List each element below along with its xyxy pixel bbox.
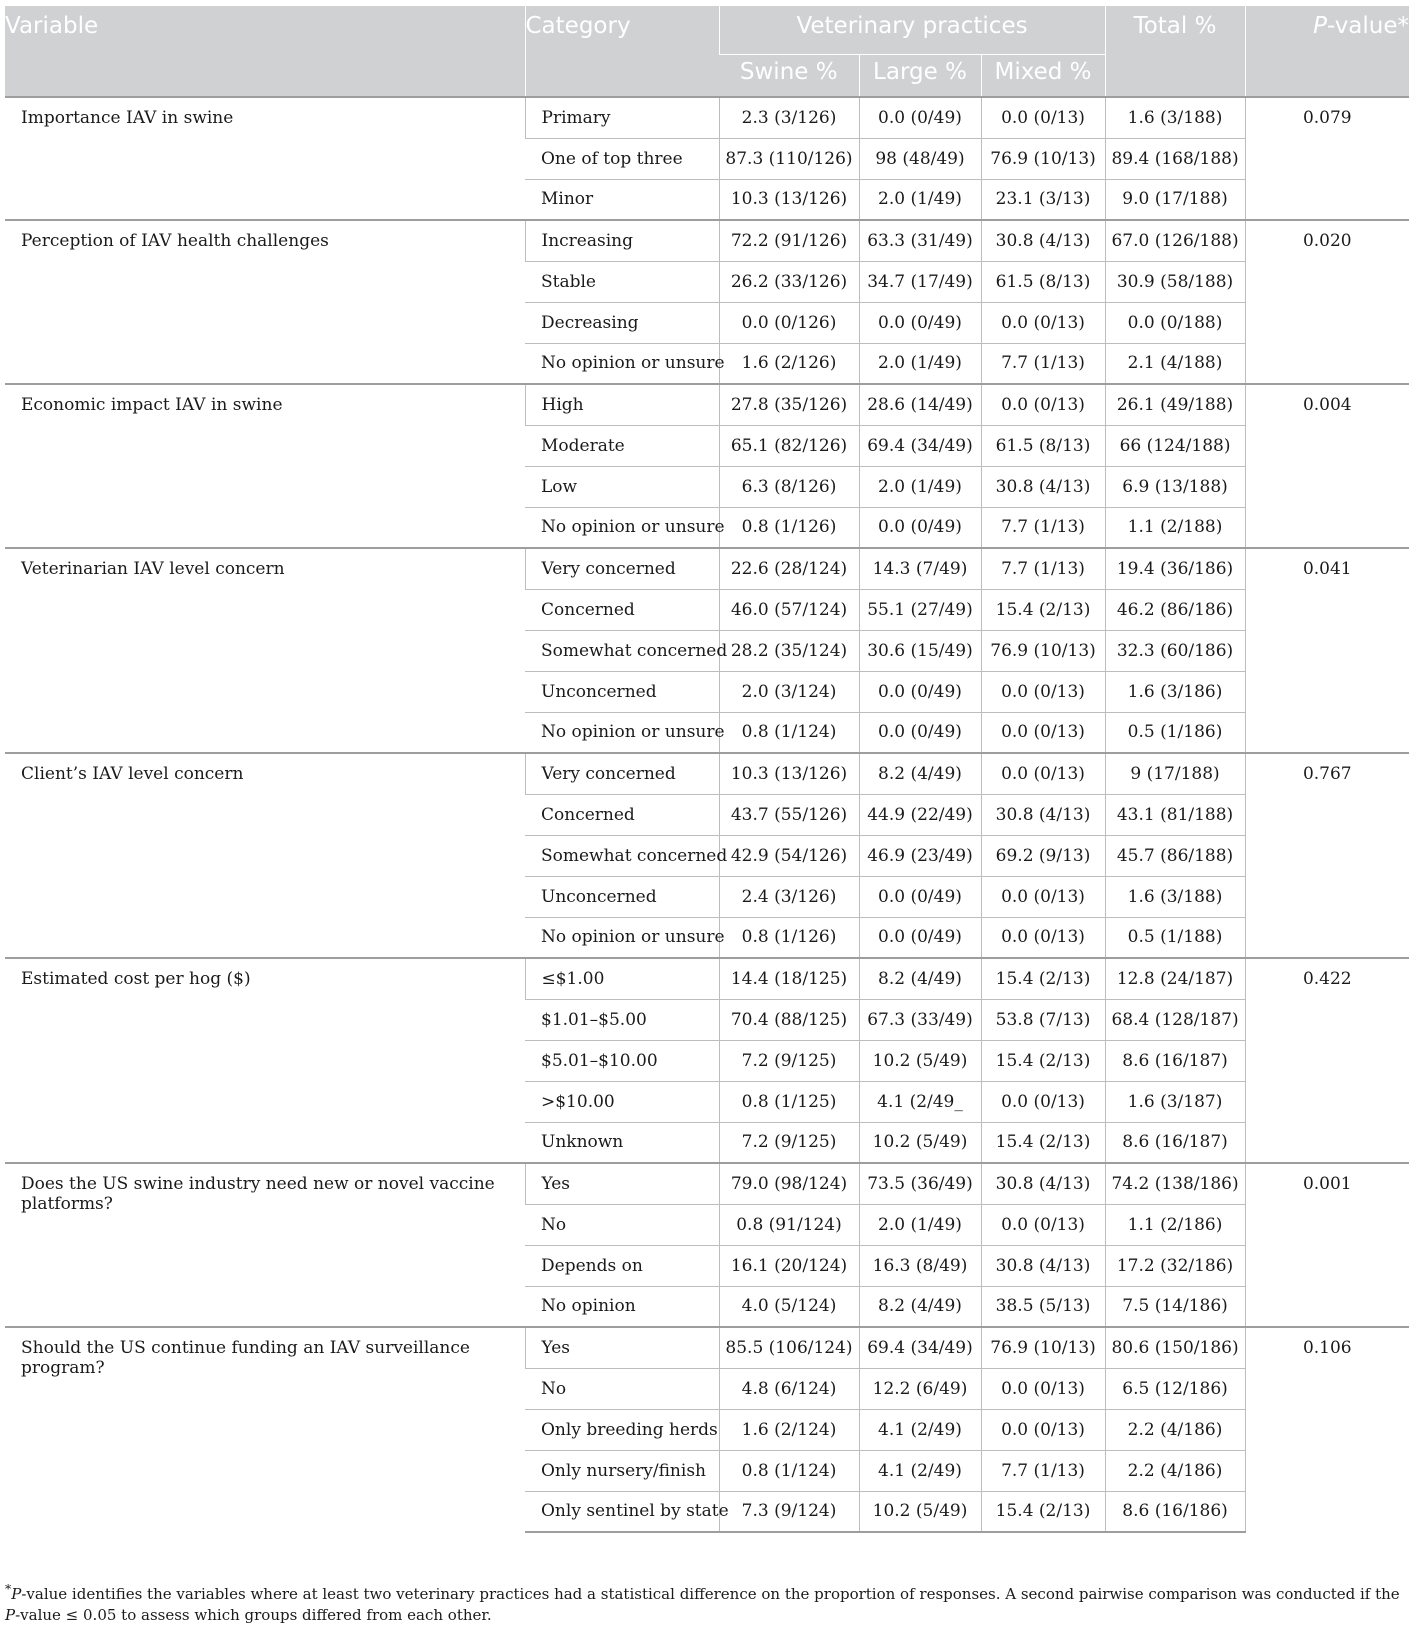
large-cell: 2.0 (1/49) xyxy=(859,179,981,220)
total-cell: 1.1 (2/188) xyxy=(1105,507,1245,548)
total-cell: 1.6 (3/188) xyxy=(1105,97,1245,138)
table-row xyxy=(5,384,1409,425)
header-total: Total % xyxy=(1105,6,1245,98)
category-cell: No opinion or unsure xyxy=(525,343,719,384)
pvalue-cell: 0.106 xyxy=(1245,1327,1409,1532)
total-cell: 8.6 (16/187) xyxy=(1105,1122,1245,1163)
mixed-cell: 0.0 (0/13) xyxy=(981,1204,1105,1245)
pvalue-cell: 0.004 xyxy=(1245,384,1409,548)
header-category: Category xyxy=(525,6,719,98)
mixed-cell: 69.2 (9/13) xyxy=(981,835,1105,876)
large-cell: 69.4 (34/49) xyxy=(859,1327,981,1368)
category-cell: No xyxy=(525,1368,719,1409)
mixed-cell: 30.8 (4/13) xyxy=(981,466,1105,507)
large-cell: 30.6 (15/49) xyxy=(859,630,981,671)
total-cell: 26.1 (49/188) xyxy=(1105,384,1245,425)
swine-cell: 22.6 (28/124) xyxy=(719,548,859,589)
table-row xyxy=(5,97,1409,138)
category-cell: No opinion or unsure xyxy=(525,917,719,958)
category-cell: Unconcerned xyxy=(525,671,719,712)
large-cell: 55.1 (27/49) xyxy=(859,589,981,630)
category-cell: Minor xyxy=(525,179,719,220)
variable-cell: Does the US swine industry need new or novel vaccine platforms? xyxy=(5,1163,525,1327)
category-cell: No opinion xyxy=(525,1286,719,1327)
variable-cell: Veterinarian IAV level concern xyxy=(5,548,525,753)
category-cell: Yes xyxy=(525,1327,719,1368)
swine-cell: 0.8 (1/124) xyxy=(719,712,859,753)
large-cell: 10.2 (5/49) xyxy=(859,1491,981,1532)
swine-cell: 1.6 (2/126) xyxy=(719,343,859,384)
footnote-text2: -value ≤ 0.05 to assess which groups differed from each other. xyxy=(15,1606,492,1624)
large-cell: 28.6 (14/49) xyxy=(859,384,981,425)
large-cell: 0.0 (0/49) xyxy=(859,712,981,753)
total-cell: 2.2 (4/186) xyxy=(1105,1409,1245,1450)
footnote-p2: P xyxy=(5,1606,16,1624)
pvalue-cell: 0.020 xyxy=(1245,220,1409,384)
swine-cell: 0.0 (0/126) xyxy=(719,302,859,343)
pvalue-cell: 0.001 xyxy=(1245,1163,1409,1327)
footnote-p: P xyxy=(11,1585,22,1603)
swine-cell: 14.4 (18/125) xyxy=(719,958,859,999)
swine-cell: 72.2 (91/126) xyxy=(719,220,859,261)
category-cell: Only breeding herds xyxy=(525,1409,719,1450)
large-cell: 63.3 (31/49) xyxy=(859,220,981,261)
total-cell: 30.9 (58/188) xyxy=(1105,261,1245,302)
header-mixed: Mixed % xyxy=(981,55,1105,98)
large-cell: 2.0 (1/49) xyxy=(859,466,981,507)
footnote-star: * xyxy=(5,1581,12,1596)
large-cell: 4.1 (2/49) xyxy=(859,1450,981,1491)
total-cell: 8.6 (16/187) xyxy=(1105,1040,1245,1081)
total-cell: 9.0 (17/188) xyxy=(1105,179,1245,220)
mixed-cell: 7.7 (1/13) xyxy=(981,1450,1105,1491)
large-cell: 0.0 (0/49) xyxy=(859,917,981,958)
swine-cell: 1.6 (2/124) xyxy=(719,1409,859,1450)
large-cell: 0.0 (0/49) xyxy=(859,97,981,138)
category-cell: $5.01–$10.00 xyxy=(525,1040,719,1081)
category-cell: No opinion or unsure xyxy=(525,507,719,548)
swine-cell: 10.3 (13/126) xyxy=(719,753,859,794)
large-cell: 14.3 (7/49) xyxy=(859,548,981,589)
mixed-cell: 30.8 (4/13) xyxy=(981,220,1105,261)
large-cell: 10.2 (5/49) xyxy=(859,1040,981,1081)
table-footnote xyxy=(5,1578,1409,1626)
mixed-cell: 30.8 (4/13) xyxy=(981,1245,1105,1286)
large-cell: 67.3 (33/49) xyxy=(859,999,981,1040)
category-cell: ≤$1.00 xyxy=(525,958,719,999)
large-cell: 10.2 (5/49) xyxy=(859,1122,981,1163)
pvalue-cell: 0.041 xyxy=(1245,548,1409,753)
mixed-cell: 0.0 (0/13) xyxy=(981,1081,1105,1122)
category-cell: No opinion or unsure xyxy=(525,712,719,753)
category-cell: Concerned xyxy=(525,794,719,835)
large-cell: 44.9 (22/49) xyxy=(859,794,981,835)
swine-cell: 0.8 (1/125) xyxy=(719,1081,859,1122)
mixed-cell: 15.4 (2/13) xyxy=(981,1491,1105,1532)
mixed-cell: 7.7 (1/13) xyxy=(981,343,1105,384)
swine-cell: 43.7 (55/126) xyxy=(719,794,859,835)
swine-cell: 65.1 (82/126) xyxy=(719,425,859,466)
mixed-cell: 76.9 (10/13) xyxy=(981,630,1105,671)
category-cell: Increasing xyxy=(525,220,719,261)
category-cell: Unconcerned xyxy=(525,876,719,917)
large-cell: 12.2 (6/49) xyxy=(859,1368,981,1409)
table-row xyxy=(5,220,1409,261)
category-cell: Somewhat concerned xyxy=(525,835,719,876)
swine-cell: 87.3 (110/126) xyxy=(719,138,859,179)
total-cell: 46.2 (86/186) xyxy=(1105,589,1245,630)
mixed-cell: 7.7 (1/13) xyxy=(981,548,1105,589)
table-row xyxy=(5,1163,1409,1204)
total-cell: 1.6 (3/186) xyxy=(1105,671,1245,712)
pvalue-cell: 0.422 xyxy=(1245,958,1409,1163)
large-cell: 0.0 (0/49) xyxy=(859,302,981,343)
mixed-cell: 38.5 (5/13) xyxy=(981,1286,1105,1327)
category-cell: $1.01–$5.00 xyxy=(525,999,719,1040)
swine-cell: 2.3 (3/126) xyxy=(719,97,859,138)
swine-cell: 85.5 (106/124) xyxy=(719,1327,859,1368)
category-cell: Primary xyxy=(525,97,719,138)
table-row xyxy=(5,548,1409,589)
large-cell: 4.1 (2/49) xyxy=(859,1409,981,1450)
table-row xyxy=(5,1327,1409,1368)
large-cell: 98 (48/49) xyxy=(859,138,981,179)
large-cell: 34.7 (17/49) xyxy=(859,261,981,302)
swine-cell: 28.2 (35/124) xyxy=(719,630,859,671)
large-cell: 16.3 (8/49) xyxy=(859,1245,981,1286)
category-cell: Stable xyxy=(525,261,719,302)
category-cell: No xyxy=(525,1204,719,1245)
header-swine: Swine % xyxy=(719,55,859,98)
swine-cell: 27.8 (35/126) xyxy=(719,384,859,425)
category-cell: Depends on xyxy=(525,1245,719,1286)
table-row xyxy=(5,753,1409,794)
total-cell: 0.5 (1/186) xyxy=(1105,712,1245,753)
category-cell: Somewhat concerned xyxy=(525,630,719,671)
mixed-cell: 15.4 (2/13) xyxy=(981,1122,1105,1163)
mixed-cell: 0.0 (0/13) xyxy=(981,712,1105,753)
mixed-cell: 0.0 (0/13) xyxy=(981,671,1105,712)
swine-cell: 79.0 (98/124) xyxy=(719,1163,859,1204)
swine-cell: 0.8 (1/126) xyxy=(719,917,859,958)
mixed-cell: 0.0 (0/13) xyxy=(981,302,1105,343)
total-cell: 9 (17/188) xyxy=(1105,753,1245,794)
large-cell: 8.2 (4/49) xyxy=(859,753,981,794)
table-row xyxy=(5,958,1409,999)
swine-cell: 26.2 (33/126) xyxy=(719,261,859,302)
swine-cell: 0.8 (1/124) xyxy=(719,1450,859,1491)
mixed-cell: 7.7 (1/13) xyxy=(981,507,1105,548)
category-cell: Yes xyxy=(525,1163,719,1204)
swine-cell: 0.8 (1/126) xyxy=(719,507,859,548)
total-cell: 19.4 (36/186) xyxy=(1105,548,1245,589)
swine-cell: 42.9 (54/126) xyxy=(719,835,859,876)
variable-cell: Should the US continue funding an IAV surveillance program? xyxy=(5,1327,525,1532)
category-cell: Very concerned xyxy=(525,753,719,794)
pvalue-cell: 0.767 xyxy=(1245,753,1409,958)
mixed-cell: 0.0 (0/13) xyxy=(981,97,1105,138)
category-cell: Only nursery/finish xyxy=(525,1450,719,1491)
swine-cell: 6.3 (8/126) xyxy=(719,466,859,507)
large-cell: 4.1 (2/49_ xyxy=(859,1081,981,1122)
category-cell: Decreasing xyxy=(525,302,719,343)
variable-cell: Client’s IAV level concern xyxy=(5,753,525,958)
swine-cell: 4.0 (5/124) xyxy=(719,1286,859,1327)
mixed-cell: 0.0 (0/13) xyxy=(981,753,1105,794)
total-cell: 1.1 (2/186) xyxy=(1105,1204,1245,1245)
variable-cell: Economic impact IAV in swine xyxy=(5,384,525,548)
total-cell: 6.9 (13/188) xyxy=(1105,466,1245,507)
category-cell: Unknown xyxy=(525,1122,719,1163)
variable-cell: Importance IAV in swine xyxy=(5,97,525,220)
total-cell: 7.5 (14/186) xyxy=(1105,1286,1245,1327)
table-body xyxy=(5,97,1409,1532)
total-cell: 89.4 (168/188) xyxy=(1105,138,1245,179)
total-cell: 32.3 (60/186) xyxy=(1105,630,1245,671)
total-cell: 2.2 (4/186) xyxy=(1105,1450,1245,1491)
mixed-cell: 53.8 (7/13) xyxy=(981,999,1105,1040)
large-cell: 0.0 (0/49) xyxy=(859,876,981,917)
total-cell: 2.1 (4/188) xyxy=(1105,343,1245,384)
large-cell: 73.5 (36/49) xyxy=(859,1163,981,1204)
mixed-cell: 0.0 (0/13) xyxy=(981,876,1105,917)
header-pvalue-p: P xyxy=(1313,13,1328,39)
swine-cell: 70.4 (88/125) xyxy=(719,999,859,1040)
total-cell: 12.8 (24/187) xyxy=(1105,958,1245,999)
category-cell: Only sentinel by state xyxy=(525,1491,719,1532)
mixed-cell: 76.9 (10/13) xyxy=(981,1327,1105,1368)
mixed-cell: 61.5 (8/13) xyxy=(981,425,1105,466)
mixed-cell: 30.8 (4/13) xyxy=(981,1163,1105,1204)
total-cell: 68.4 (128/187) xyxy=(1105,999,1245,1040)
category-cell: Moderate xyxy=(525,425,719,466)
total-cell: 80.6 (150/186) xyxy=(1105,1327,1245,1368)
header-large: Large % xyxy=(859,55,981,98)
category-cell: >$10.00 xyxy=(525,1081,719,1122)
large-cell: 8.2 (4/49) xyxy=(859,1286,981,1327)
variable-cell: Estimated cost per hog ($) xyxy=(5,958,525,1163)
header-variable: Variable xyxy=(5,6,525,98)
swine-cell: 0.8 (91/124) xyxy=(719,1204,859,1245)
swine-cell: 7.3 (9/124) xyxy=(719,1491,859,1532)
header-pvalue-rest: -value* xyxy=(1327,13,1410,39)
mixed-cell: 61.5 (8/13) xyxy=(981,261,1105,302)
total-cell: 6.5 (12/186) xyxy=(1105,1368,1245,1409)
total-cell: 66 (124/188) xyxy=(1105,425,1245,466)
total-cell: 43.1 (81/188) xyxy=(1105,794,1245,835)
category-cell: High xyxy=(525,384,719,425)
mixed-cell: 0.0 (0/13) xyxy=(981,1409,1105,1450)
mixed-cell: 0.0 (0/13) xyxy=(981,1368,1105,1409)
total-cell: 17.2 (32/186) xyxy=(1105,1245,1245,1286)
footnote-text: -value identifies the variables where at least two veterinary practices had a statistical difference on the proportion of responses. A second pairwise comparison was conducted if the xyxy=(21,1585,1400,1603)
large-cell: 8.2 (4/49) xyxy=(859,958,981,999)
total-cell: 67.0 (126/188) xyxy=(1105,220,1245,261)
swine-cell: 7.2 (9/125) xyxy=(719,1122,859,1163)
mixed-cell: 23.1 (3/13) xyxy=(981,179,1105,220)
mixed-cell: 0.0 (0/13) xyxy=(981,384,1105,425)
mixed-cell: 15.4 (2/13) xyxy=(981,589,1105,630)
header-veterinary-practices: Veterinary practices xyxy=(719,6,1105,55)
category-cell: Low xyxy=(525,466,719,507)
pvalue-cell: 0.079 xyxy=(1245,97,1409,220)
swine-cell: 10.3 (13/126) xyxy=(719,179,859,220)
total-cell: 1.6 (3/188) xyxy=(1105,876,1245,917)
large-cell: 69.4 (34/49) xyxy=(859,425,981,466)
category-cell: Very concerned xyxy=(525,548,719,589)
large-cell: 46.9 (23/49) xyxy=(859,835,981,876)
mixed-cell: 30.8 (4/13) xyxy=(981,794,1105,835)
total-cell: 45.7 (86/188) xyxy=(1105,835,1245,876)
mixed-cell: 15.4 (2/13) xyxy=(981,958,1105,999)
total-cell: 1.6 (3/187) xyxy=(1105,1081,1245,1122)
swine-cell: 2.0 (3/124) xyxy=(719,671,859,712)
variable-cell: Perception of IAV health challenges xyxy=(5,220,525,384)
total-cell: 0.5 (1/188) xyxy=(1105,917,1245,958)
large-cell: 2.0 (1/49) xyxy=(859,1204,981,1245)
large-cell: 0.0 (0/49) xyxy=(859,671,981,712)
total-cell: 0.0 (0/188) xyxy=(1105,302,1245,343)
swine-cell: 2.4 (3/126) xyxy=(719,876,859,917)
swine-cell: 46.0 (57/124) xyxy=(719,589,859,630)
total-cell: 74.2 (138/186) xyxy=(1105,1163,1245,1204)
category-cell: One of top three xyxy=(525,138,719,179)
large-cell: 0.0 (0/49) xyxy=(859,507,981,548)
mixed-cell: 15.4 (2/13) xyxy=(981,1040,1105,1081)
swine-cell: 7.2 (9/125) xyxy=(719,1040,859,1081)
swine-cell: 16.1 (20/124) xyxy=(719,1245,859,1286)
total-cell: 8.6 (16/186) xyxy=(1105,1491,1245,1532)
header-pvalue xyxy=(1245,6,1409,98)
survey-table xyxy=(5,5,1409,1533)
large-cell: 2.0 (1/49) xyxy=(859,343,981,384)
swine-cell: 4.8 (6/124) xyxy=(719,1368,859,1409)
mixed-cell: 0.0 (0/13) xyxy=(981,917,1105,958)
category-cell: Concerned xyxy=(525,589,719,630)
mixed-cell: 76.9 (10/13) xyxy=(981,138,1105,179)
